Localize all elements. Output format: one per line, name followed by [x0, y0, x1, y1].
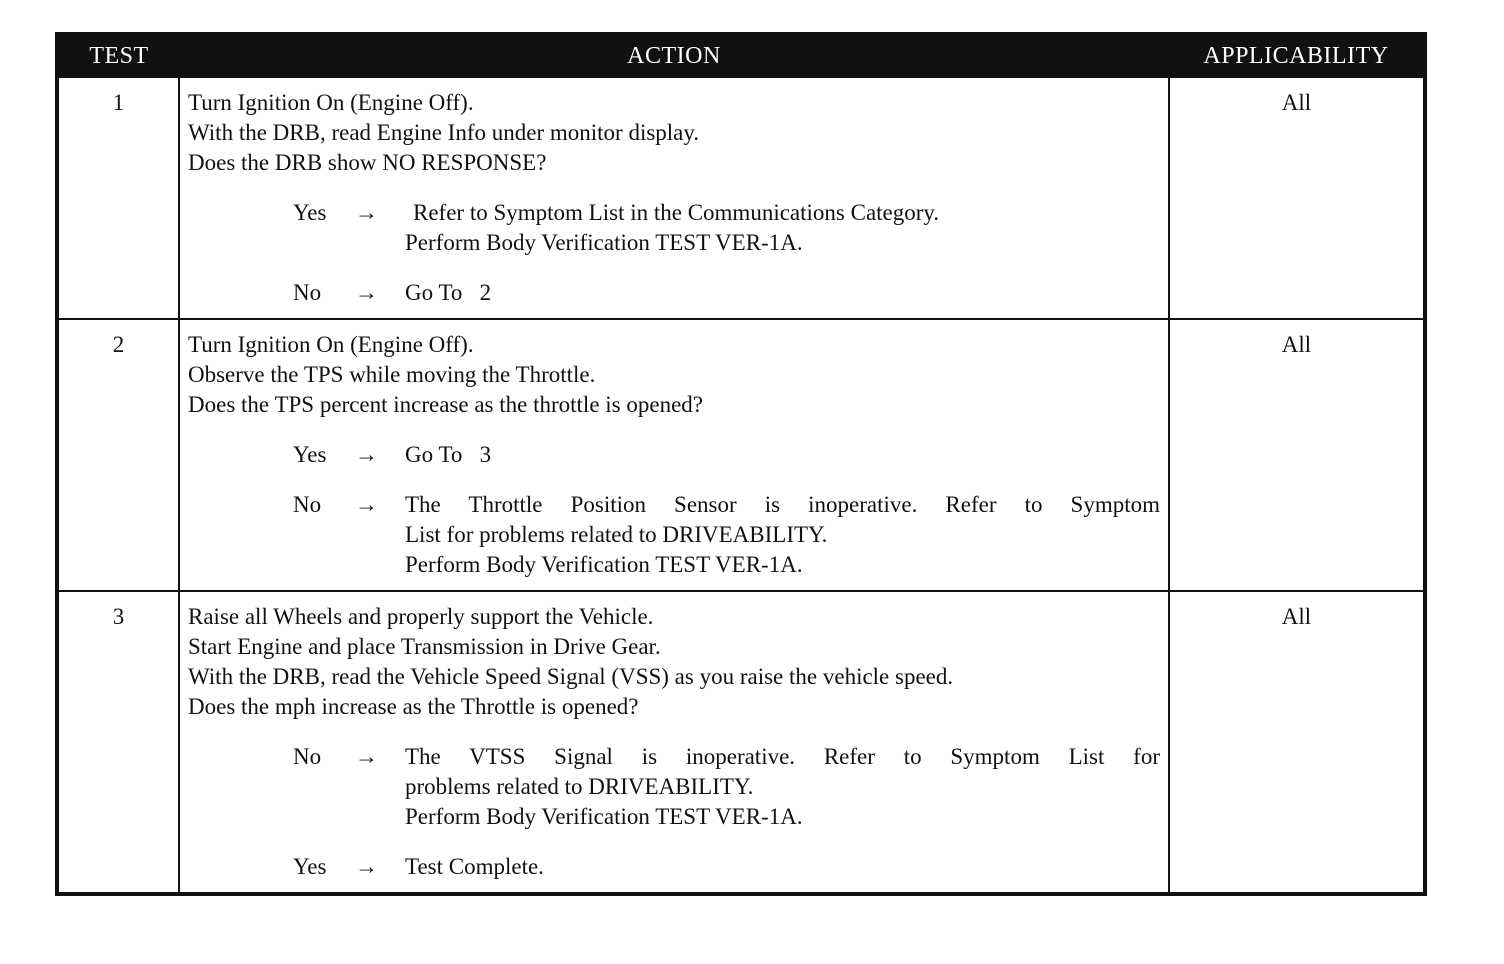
answer-label: No	[293, 744, 322, 769]
table-body	[57, 77, 1425, 894]
answer-label: No	[293, 280, 322, 305]
answer-list	[188, 198, 1160, 308]
header-applicability: APPLICABILITY	[1169, 34, 1425, 77]
table-row	[57, 77, 1425, 319]
test-number: 1	[57, 77, 179, 319]
answer-line: Perform Body Verification TEST VER-1A.	[405, 552, 803, 577]
action-step: Start Engine and place Transmission in Drive Gear.	[188, 634, 661, 659]
answer-line: Refer to Symptom List in the Communications Category.	[413, 200, 940, 225]
action-step: Turn Ignition On (Engine Off).	[188, 332, 474, 357]
answer-label: Yes	[293, 854, 327, 879]
action-step: Raise all Wheels and properly support the Vehicle.	[188, 604, 654, 629]
table-row	[57, 591, 1425, 894]
answer-text	[405, 852, 1160, 882]
answer-line: problems related to DRIVEABILITY.	[405, 774, 754, 799]
action-step: Observe the TPS while moving the Throttle.	[188, 362, 596, 387]
action-cell	[179, 591, 1169, 894]
right-arrow-icon: →	[355, 280, 378, 305]
answer-line: Perform Body Verification TEST VER-1A.	[405, 804, 803, 829]
action-question: Does the DRB show NO RESPONSE?	[188, 150, 547, 175]
action-step: Turn Ignition On (Engine Off).	[188, 90, 474, 115]
applicability-cell: All	[1169, 591, 1425, 894]
answer-no	[293, 278, 1160, 308]
answer-line: Go To 3	[405, 442, 492, 467]
table-header	[57, 34, 1425, 77]
answer-label: Yes	[293, 200, 327, 225]
answer-list	[188, 742, 1160, 882]
diagnostic-page	[55, 32, 1423, 896]
table-row	[57, 319, 1425, 591]
right-arrow-icon: →	[355, 442, 378, 467]
right-arrow-icon: →	[355, 200, 378, 225]
answer-text	[405, 742, 1160, 832]
answer-yes	[293, 198, 1160, 258]
answer-no	[293, 490, 1160, 580]
action-cell	[179, 77, 1169, 319]
diagnostic-test-table	[55, 32, 1427, 896]
answer-line: List for problems related to DRIVEABILITY.	[405, 522, 828, 547]
answer-text	[405, 440, 1160, 470]
answer-line: Go To 2	[405, 280, 492, 305]
action-step: With the DRB, read Engine Info under monitor display.	[188, 120, 700, 145]
answer-yes	[293, 852, 1160, 882]
action-question: Does the TPS percent increase as the throttle is opened?	[188, 392, 703, 417]
header-test: TEST	[57, 34, 179, 77]
answer-line: The VTSS Signal is inoperative. Refer to Symptom List for	[405, 744, 1160, 769]
answer-line: Perform Body Verification TEST VER-1A.	[405, 230, 803, 255]
test-number: 2	[57, 319, 179, 591]
right-arrow-icon: →	[355, 854, 378, 879]
applicability-cell: All	[1169, 319, 1425, 591]
answer-line: The Throttle Position Sensor is inoperative. Refer to Symptom	[405, 492, 1160, 517]
header-row	[57, 34, 1425, 77]
answer-yes	[293, 440, 1160, 470]
action-cell	[179, 319, 1169, 591]
answer-text	[405, 278, 1160, 308]
right-arrow-icon: →	[355, 744, 378, 769]
action-step: With the DRB, read the Vehicle Speed Signal (VSS) as you raise the vehicle speed.	[188, 664, 954, 689]
answer-list	[188, 440, 1160, 580]
answer-no	[293, 742, 1160, 832]
header-action: ACTION	[179, 34, 1169, 77]
answer-text	[405, 198, 1160, 258]
answer-label: Yes	[293, 442, 327, 467]
action-question: Does the mph increase as the Throttle is opened?	[188, 694, 639, 719]
test-number: 3	[57, 591, 179, 894]
answer-line: Test Complete.	[405, 854, 544, 879]
applicability-cell: All	[1169, 77, 1425, 319]
answer-label: No	[293, 492, 322, 517]
answer-text	[405, 490, 1160, 580]
right-arrow-icon: →	[355, 492, 378, 517]
